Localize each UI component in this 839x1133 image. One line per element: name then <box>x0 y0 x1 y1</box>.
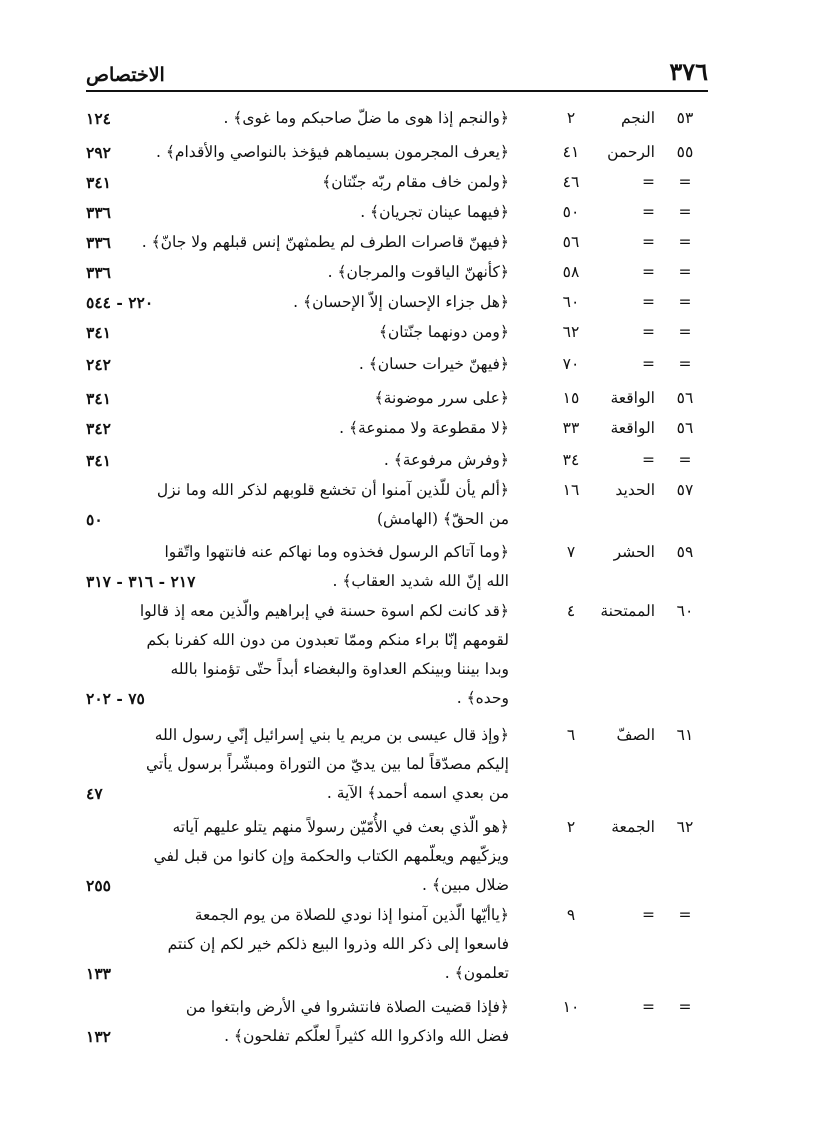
ayah-number: ٤٦ <box>562 173 580 191</box>
surah-number: ٥٥ <box>676 143 694 161</box>
table-row <box>0 104 839 133</box>
ayah-number: ١٥ <box>562 389 580 407</box>
table-row <box>0 446 839 475</box>
page-references: ١٢٤ <box>86 109 111 128</box>
surah-number: = <box>678 906 692 924</box>
surah-name: = <box>642 451 655 469</box>
table-row <box>0 476 839 534</box>
table-row <box>0 350 839 379</box>
ayah-number: ٣٤ <box>562 451 580 469</box>
ayah-number: ٤ <box>566 602 576 620</box>
ayah-number: ٥٦ <box>562 233 580 251</box>
surah-number: = <box>678 355 692 373</box>
verse-line: ﴿ياأيّها الّذين آمنوا إذا نودي للصلاة من يوم الجمعة <box>194 906 509 924</box>
surah-number: ٥٦ <box>676 419 694 437</box>
surah-number: = <box>678 323 692 341</box>
ayah-number: ٦٢ <box>562 323 580 341</box>
page-references: ٣٣٦ <box>86 203 111 222</box>
page-references: ٢٤٢ <box>86 355 111 374</box>
surah-number: = <box>678 203 692 221</box>
verse-line: ﴿ومن دونهما جنّتان﴾ <box>378 323 509 341</box>
surah-number: = <box>678 173 692 191</box>
surah-number: ٥٣ <box>676 109 694 127</box>
surah-name: الممتحنة <box>600 602 655 620</box>
verse-line: ﴿وفرش مرفوعة﴾ . <box>383 451 509 469</box>
page-references: ٢٢٠ - ٥٤٤ <box>86 293 154 312</box>
verse-line: ﴿هو الّذي بعث في الأُمّيّن رسولاً منهم يتلو عليهم آياته <box>172 818 509 836</box>
table-row <box>0 288 839 317</box>
verse-line: ويزكّيهم ويعلّمهم الكتاب والحكمة وإن كانوا من قبل لفي <box>153 847 509 865</box>
surah-number: = <box>678 263 692 281</box>
surah-name: = <box>642 323 655 341</box>
verse-line: من بعدي اسمه أحمد﴾ الآية . <box>326 784 509 802</box>
verse-line: لقومهم إنّا براء منكم وممّا تعبدون من دون الله كفرنا بكم <box>146 631 509 649</box>
surah-number: ٦٢ <box>676 818 694 836</box>
page-references: ٢٩٢ <box>86 143 111 162</box>
surah-name: الصفّ <box>616 726 655 744</box>
verse-line: ﴿فإذا قضيت الصلاة فانتشروا في الأرض وابتغوا من <box>185 998 509 1016</box>
table-row <box>0 538 839 596</box>
ayah-number: ٢ <box>566 818 576 836</box>
table-row <box>0 901 839 988</box>
verse-line: ﴿ولمن خاف مقام ربّه جنّتان﴾ <box>322 173 509 191</box>
verse-line: ﴿والنجم إذا هوى ما ضلّ صاحبكم وما غوى﴾ . <box>223 109 509 127</box>
table-row <box>0 384 839 413</box>
table-row <box>0 993 839 1051</box>
table-row <box>0 813 839 900</box>
verse-line: ضلال مبين﴾ . <box>422 876 509 894</box>
surah-name: = <box>642 203 655 221</box>
ayah-number: ٤١ <box>562 143 580 161</box>
page-references: ٥٠ <box>86 510 103 529</box>
page-references: ٣٣٦ <box>86 263 111 282</box>
verse-line: ﴿فيهنّ خيرات حسان﴾ . <box>358 355 509 373</box>
surah-number: ٦٠ <box>676 602 694 620</box>
verse-line: ﴿ألم يأن للّذين آمنوا أن تخشع قلوبهم لذكر الله وما نزل <box>156 481 509 499</box>
table-row <box>0 228 839 257</box>
table-row <box>0 138 839 167</box>
surah-number: ٥٧ <box>676 481 694 499</box>
ayah-number: ٧ <box>566 543 576 561</box>
surah-number: = <box>678 451 692 469</box>
verse-line: ﴿هل جزاء الإحسان إلاّ الإحسان﴾ . <box>293 293 509 311</box>
surah-name: الواقعة <box>610 419 655 437</box>
surah-name: النجم <box>620 109 655 127</box>
page-references: ٣٤١ <box>86 389 111 408</box>
verse-line: ﴿يعرف المجرمون بسيماهم فيؤخذ بالنواصي والأقدام﴾ . <box>155 143 509 161</box>
page-references: ٧٥ - ٢٠٢ <box>86 689 145 708</box>
surah-number: = <box>678 233 692 251</box>
page-references: ٣٤٢ <box>86 419 111 438</box>
ayah-number: ٣٣ <box>562 419 580 437</box>
verse-line: الله إنّ الله شديد العقاب﴾ . <box>332 572 509 590</box>
verse-line: وبدا بيننا وبينكم العداوة والبغضاء أبداً حتّى تؤمنوا بالله <box>170 660 509 678</box>
ayah-number: ٢ <box>566 109 576 127</box>
table-row <box>0 721 839 808</box>
surah-name: = <box>642 173 655 191</box>
page-references: ٢١٧ - ٣١٦ - ٣١٧ <box>86 572 196 591</box>
verse-line: تعلمون﴾ . <box>444 964 509 982</box>
verse-line: فضل الله واذكروا الله كثيراً لعلّكم تفلحون﴾ . <box>224 1027 509 1045</box>
ayah-number: ٩ <box>566 906 576 924</box>
verse-line: إليكم مصدّقاً لما بين يديّ من التوراة ومبشّراً برسول يأتي <box>146 755 509 773</box>
table-row <box>0 318 839 347</box>
surah-name: الواقعة <box>610 389 655 407</box>
surah-name: = <box>642 263 655 281</box>
ayah-number: ٥٠ <box>562 203 580 221</box>
page-title: الاختصاص <box>86 64 165 86</box>
verse-line: ﴿لا مقطوعة ولا ممنوعة﴾ . <box>339 419 509 437</box>
verse-line: ﴿وإذ قال عيسى بن مريم يا بني إسرائيل إنّي رسول الله <box>154 726 509 744</box>
page-references: ١٣٣ <box>86 964 111 983</box>
surah-name: = <box>642 233 655 251</box>
surah-name: = <box>642 293 655 311</box>
table-row <box>0 258 839 287</box>
verse-line: من الحقّ﴾ (الهامش) <box>376 510 509 528</box>
page-references: ٣٤١ <box>86 173 111 192</box>
surah-name: = <box>642 355 655 373</box>
ayah-number: ١٠ <box>562 998 580 1016</box>
surah-name: الحشر <box>613 543 655 561</box>
verse-line: ﴿فيهنّ قاصرات الطرف لم يطمثهنّ إنس قبلهم ولا جانّ﴾ . <box>141 233 509 251</box>
surah-number: ٦١ <box>676 726 694 744</box>
surah-number: = <box>678 293 692 311</box>
surah-number: ٥٦ <box>676 389 694 407</box>
table-row <box>0 168 839 197</box>
surah-name: الحديد <box>615 481 655 499</box>
verse-line: ﴿على سرر موضونة﴾ <box>374 389 509 407</box>
page-references: ٢٥٥ <box>86 876 111 895</box>
verse-line: ﴿قد كانت لكم اسوة حسنة في إبراهيم والّذين معه إذ قالوا <box>139 602 509 620</box>
surah-number: = <box>678 998 692 1016</box>
page-references: ٣٤١ <box>86 451 111 470</box>
surah-name: = <box>642 998 655 1016</box>
verse-line: ﴿كأنهنّ الياقوت والمرجان﴾ . <box>327 263 509 281</box>
ayah-number: ٦٠ <box>562 293 580 311</box>
surah-name: = <box>642 906 655 924</box>
page-references: ٣٣٦ <box>86 233 111 252</box>
verse-line: وحده﴾ . <box>456 689 509 707</box>
page-references: ١٣٢ <box>86 1027 111 1046</box>
verse-line: فاسعوا إلى ذكر الله وذروا البيع ذلكم خير لكم إن كنتم <box>167 935 509 953</box>
ayah-number: ٥٨ <box>562 263 580 281</box>
table-row <box>0 198 839 227</box>
verse-line: ﴿وما آتاكم الرسول فخذوه وما نهاكم عنه فانتهوا واتّقوا <box>164 543 509 561</box>
table-row <box>0 414 839 443</box>
ayah-number: ١٦ <box>562 481 580 499</box>
table-row <box>0 597 839 713</box>
page-references: ٣٤١ <box>86 323 111 342</box>
ayah-number: ٦ <box>566 726 576 744</box>
surah-number: ٥٩ <box>676 543 694 561</box>
surah-name: الرحمن <box>607 143 655 161</box>
ayah-number: ٧٠ <box>562 355 580 373</box>
surah-name: الجمعة <box>611 818 655 836</box>
page-references: ٤٧ <box>86 784 103 803</box>
verse-line: ﴿فيهما عينان تجريان﴾ . <box>360 203 509 221</box>
page-number: ٣٧٦ <box>669 57 708 86</box>
